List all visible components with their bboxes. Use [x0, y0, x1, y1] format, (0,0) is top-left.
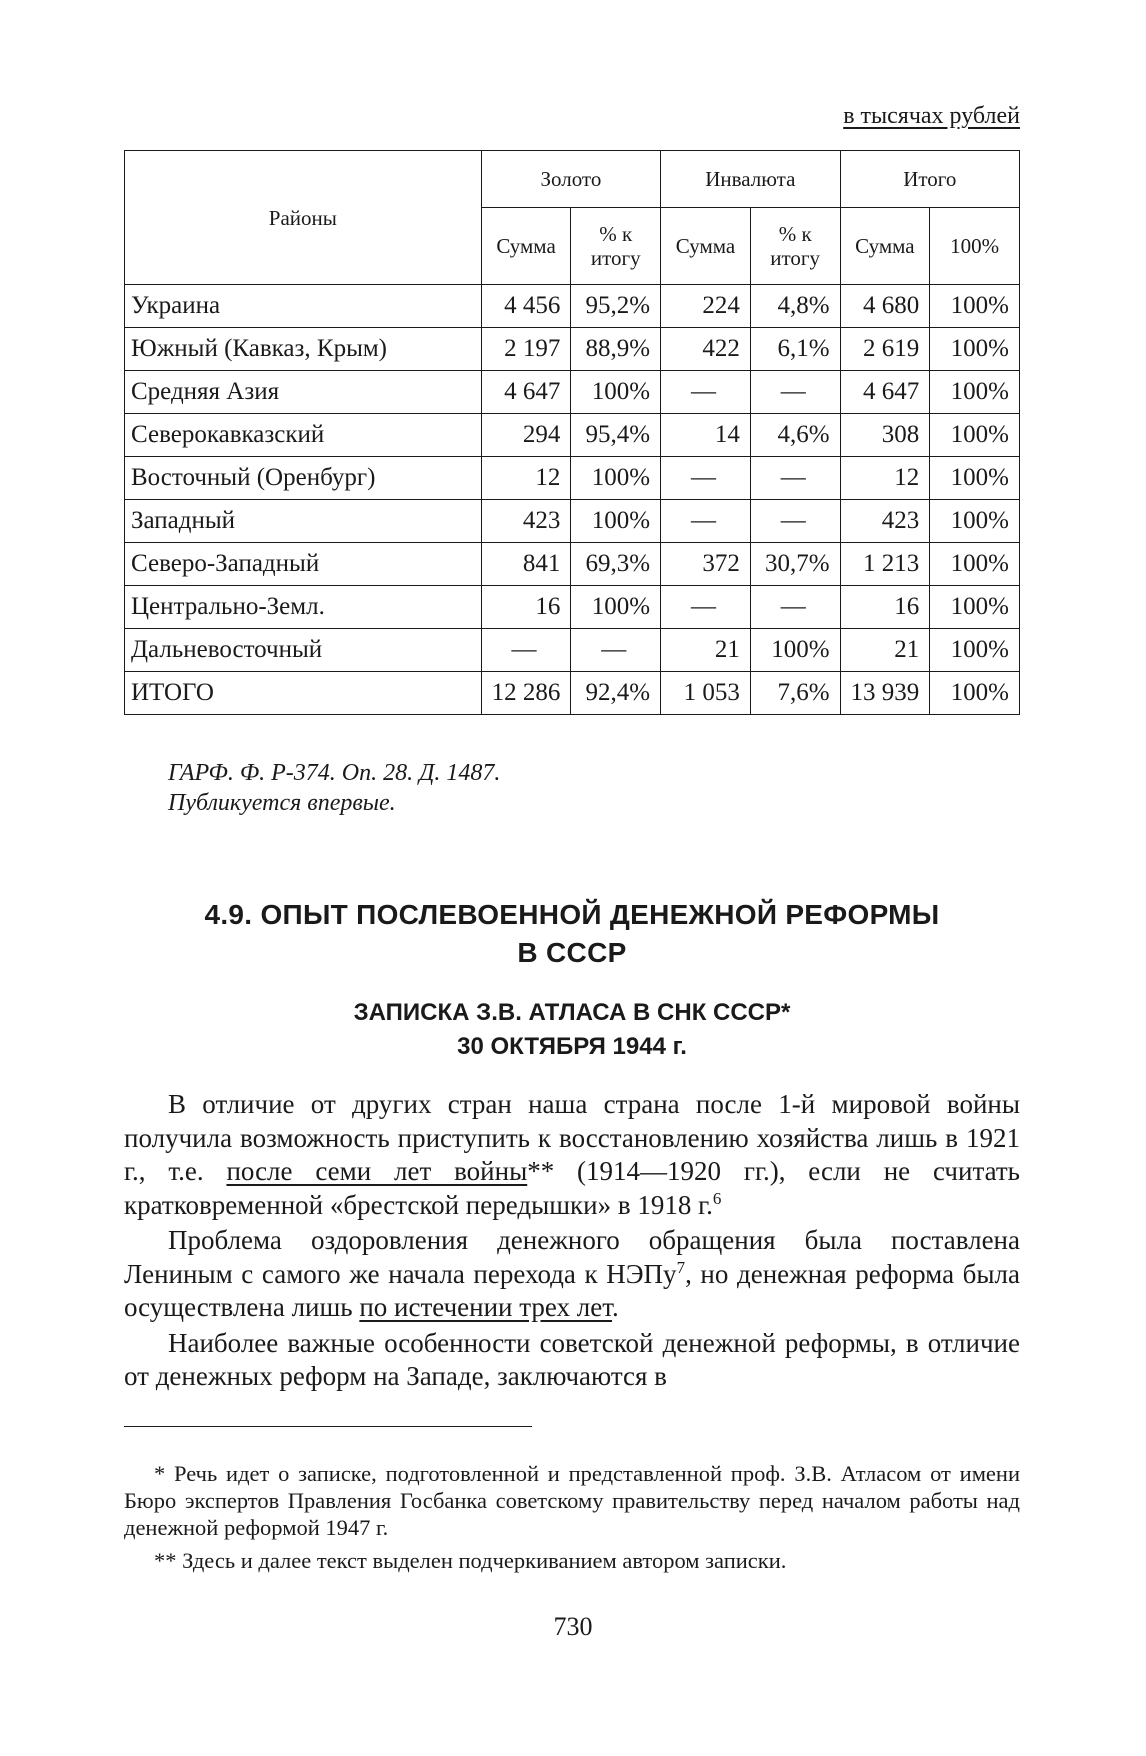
gold-sum-cell: 423 [481, 500, 571, 543]
currency-pct-cell: — [750, 371, 840, 414]
currency-pct-cell: — [750, 457, 840, 500]
paragraph-3: Наиболее важные особенности советской денежной реформы, в отличие от денежных реформ на Западе, заключаются в [124, 1327, 1020, 1391]
header-gold-pct: % к итогу [571, 208, 661, 285]
section-heading [124, 896, 1020, 972]
table-row [125, 285, 1020, 328]
total-pct-cell: 100% [930, 672, 1020, 715]
gold-pct-cell: 92,4% [571, 672, 661, 715]
gold-sum-cell: 4 456 [481, 285, 571, 328]
gold-pct-cell: 100% [571, 371, 661, 414]
currency-pct-cell: 4,6% [750, 414, 840, 457]
total-pct-cell: 100% [930, 285, 1020, 328]
header-currency-pct: % к итогу [750, 208, 840, 285]
regions-table [124, 150, 1020, 715]
table-row [125, 586, 1020, 629]
table-row [125, 672, 1020, 715]
currency-pct-cell: 6,1% [750, 328, 840, 371]
footnotes [124, 1460, 1020, 1580]
header-currency: Инвалюта [661, 151, 840, 208]
header-gold-sum: Сумма [481, 208, 571, 285]
sub-heading-line-2: 30 ОКТЯБРЯ 1944 г. [457, 1033, 687, 1060]
currency-sum-cell: — [661, 500, 751, 543]
currency-sum-cell: 21 [661, 629, 751, 672]
currency-sum-cell: 1 053 [661, 672, 751, 715]
sub-heading-line-1: ЗАПИСКА З.В. АТЛАСА В СНК СССР* [353, 999, 791, 1026]
region-cell: Дальневосточный [125, 629, 482, 672]
endnote-ref-7: 7 [676, 1257, 686, 1277]
currency-pct-cell: 7,6% [750, 672, 840, 715]
table-row [125, 629, 1020, 672]
region-cell: Восточный (Оренбург) [125, 457, 482, 500]
currency-pct-cell: — [750, 586, 840, 629]
total-pct-cell: 100% [930, 371, 1020, 414]
source-line-1: ГАРФ. Ф. Р-374. Оп. 28. Д. 1487. [168, 760, 501, 786]
total-sum-cell: 4 647 [840, 371, 930, 414]
currency-pct-cell: — [750, 500, 840, 543]
total-sum-cell: 308 [840, 414, 930, 457]
region-cell: Южный (Кавказ, Крым) [125, 328, 482, 371]
section-heading-line-2: В СССР [517, 937, 627, 968]
currency-sum-cell: — [661, 371, 751, 414]
total-pct-cell: 100% [930, 500, 1020, 543]
total-pct-cell: 100% [930, 543, 1020, 586]
paragraph-1: В отличие от других стран наша страна после 1-й мировой войны получила возможность приступить к восстановлению хозяйства лишь в 1921 г., т.е. после семи лет войны** (1914—1920 гг.), если не считать кратковременной «брестской передышки» в 1918 г.$^6$ [124, 1089, 1020, 1220]
header-regions: Районы [125, 151, 482, 285]
gold-sum-cell: 841 [481, 543, 571, 586]
body-text [124, 1088, 1020, 1396]
total-pct-cell: 100% [930, 586, 1020, 629]
gold-pct-cell: 88,9% [571, 328, 661, 371]
gold-pct-cell: 100% [571, 586, 661, 629]
table-row [125, 500, 1020, 543]
gold-sum-cell: 294 [481, 414, 571, 457]
gold-sum-cell: 2 197 [481, 328, 571, 371]
total-pct-cell: 100% [930, 414, 1020, 457]
endnote-ref-6: 6 [712, 1188, 722, 1208]
total-sum-cell: 4 680 [840, 285, 930, 328]
currency-pct-cell: 4,8% [750, 285, 840, 328]
gold-pct-cell: 100% [571, 457, 661, 500]
region-cell: Северокавказский [125, 414, 482, 457]
currency-sum-cell: 14 [661, 414, 751, 457]
gold-pct-cell: 95,4% [571, 414, 661, 457]
archive-source [168, 758, 500, 818]
currency-sum-cell: 422 [661, 328, 751, 371]
region-cell: Центрально-Земл. [125, 586, 482, 629]
total-pct-cell: 100% [930, 328, 1020, 371]
currency-sum-cell: 372 [661, 543, 751, 586]
gold-sum-cell: 16 [481, 586, 571, 629]
currency-sum-cell: 224 [661, 285, 751, 328]
table-body [125, 285, 1020, 715]
total-sum-cell: 16 [840, 586, 930, 629]
currency-pct-cell: 30,7% [750, 543, 840, 586]
currency-sum-cell: — [661, 457, 751, 500]
sub-heading [124, 996, 1020, 1064]
total-sum-cell: 2 619 [840, 328, 930, 371]
currency-pct-cell: 100% [750, 629, 840, 672]
header-gold: Золото [481, 151, 660, 208]
source-line-2: Публикуется впервые. [168, 790, 396, 816]
header-total-sum: Сумма [840, 208, 930, 285]
underlined-phrase: по истечении трех лет [359, 1292, 612, 1322]
paragraph-2: Проблема оздоровления денежного обращения была поставлена Лениным с самого же начала перехода к НЭПу$^7$, но денежная реформа была осуществлена лишь по истечении трех лет. [124, 1225, 1020, 1322]
footnote-divider [124, 1426, 532, 1427]
unit-note: в тысячах рублей [843, 103, 1020, 129]
table-row [125, 371, 1020, 414]
header-currency-sum: Сумма [661, 208, 751, 285]
total-sum-cell: 13 939 [840, 672, 930, 715]
gold-pct-cell: 69,3% [571, 543, 661, 586]
gold-sum-cell: — [481, 629, 571, 672]
gold-sum-cell: 12 [481, 457, 571, 500]
underlined-phrase: после семи лет войны [226, 1156, 528, 1186]
region-cell: Средняя Азия [125, 371, 482, 414]
region-cell: Украина [125, 285, 482, 328]
total-pct-cell: 100% [930, 629, 1020, 672]
section-heading-line-1: 4.9. ОПЫТ ПОСЛЕВОЕННОЙ ДЕНЕЖНОЙ РЕФОРМЫ [204, 899, 940, 930]
total-sum-cell: 21 [840, 629, 930, 672]
table-header-row [125, 151, 1020, 208]
header-total: Итого [840, 151, 1019, 208]
region-cell: Западный [125, 500, 482, 543]
currency-sum-cell: — [661, 586, 751, 629]
table-row [125, 457, 1020, 500]
gold-pct-cell: 95,2% [571, 285, 661, 328]
page-number: 730 [553, 1612, 593, 1641]
total-pct-cell: 100% [930, 457, 1020, 500]
region-cell: Северо-Западный [125, 543, 482, 586]
gold-sum-cell: 4 647 [481, 371, 571, 414]
header-total-pct: 100% [930, 208, 1020, 285]
table-row [125, 543, 1020, 586]
total-sum-cell: 12 [840, 457, 930, 500]
table-row [125, 414, 1020, 457]
total-sum-cell: 423 [840, 500, 930, 543]
footnote-1: * Речь идет о записке, подготовленной и представленной проф. З.В. Атласом от имени Бюро экспертов Правления Госбанка советскому правительству перед началом работы над денежной реформой 1947 г. [124, 1461, 1020, 1540]
table-row [125, 328, 1020, 371]
region-cell: ИТОГО [125, 672, 482, 715]
gold-pct-cell: — [571, 629, 661, 672]
gold-sum-cell: 12 286 [481, 672, 571, 715]
footnote-2: ** Здесь и далее текст выделен подчеркиванием автором записки. [154, 1548, 787, 1573]
total-sum-cell: 1 213 [840, 543, 930, 586]
gold-pct-cell: 100% [571, 500, 661, 543]
